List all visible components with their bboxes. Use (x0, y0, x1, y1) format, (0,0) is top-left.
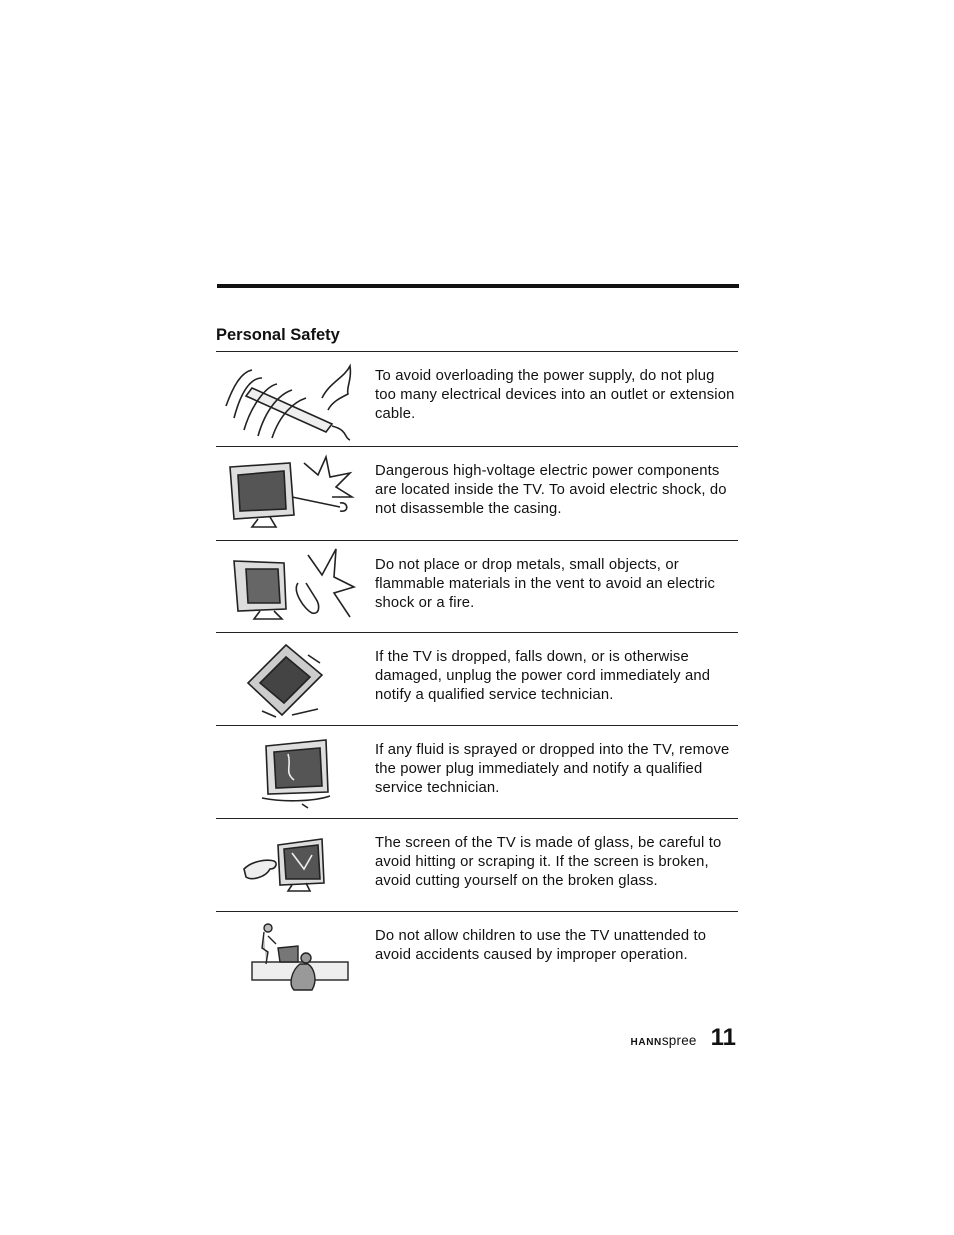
brand-logo: HANNspree (630, 1033, 697, 1048)
children-tv-icon (222, 918, 362, 1002)
list-item (216, 352, 738, 446)
item-text: If the TV is dropped, falls down, or is otherwise damaged, unplug the power cord immediately and notify a qualified service technician. (375, 649, 711, 703)
power-strip-overload-icon (222, 358, 362, 442)
item-text: Do not allow children to use the TV unattended to avoid accidents caused by improper operation. (375, 928, 707, 963)
list-item (216, 912, 738, 1006)
tv-dropped-icon (222, 639, 362, 723)
list-item (216, 447, 738, 540)
item-text: The screen of the TV is made of glass, be careful to avoid hitting or scraping it. If the screen is broken, avoid cutting yourself on the broken glass. (375, 835, 722, 889)
tv-paperclip-shock-icon (222, 547, 362, 631)
list-item (216, 633, 738, 725)
list-item (216, 541, 738, 632)
list-item (216, 819, 738, 911)
item-text: If any fluid is sprayed or dropped into the TV, remove the power plug immediately and notify a qualified service technician. (375, 742, 730, 796)
tv-fluid-icon (222, 732, 362, 816)
list-item (216, 726, 738, 818)
item-text: To avoid overloading the power supply, do not plug too many electrical devices into an outlet or extension cable. (375, 368, 735, 422)
tv-disassembly-shock-icon (222, 453, 362, 537)
item-text: Dangerous high-voltage electric power components are located inside the TV. To avoid electric shock, do not disassemble the casing. (375, 463, 727, 517)
page-footer (631, 1024, 736, 1052)
top-rule (217, 284, 739, 288)
section-title: Personal Safety (216, 326, 340, 344)
page-number: 11 (710, 1024, 736, 1051)
item-text: Do not place or drop metals, small objects, or flammable materials in the vent to avoid an electric shock or a fire. (375, 557, 716, 611)
tv-glass-screen-icon (222, 825, 362, 909)
